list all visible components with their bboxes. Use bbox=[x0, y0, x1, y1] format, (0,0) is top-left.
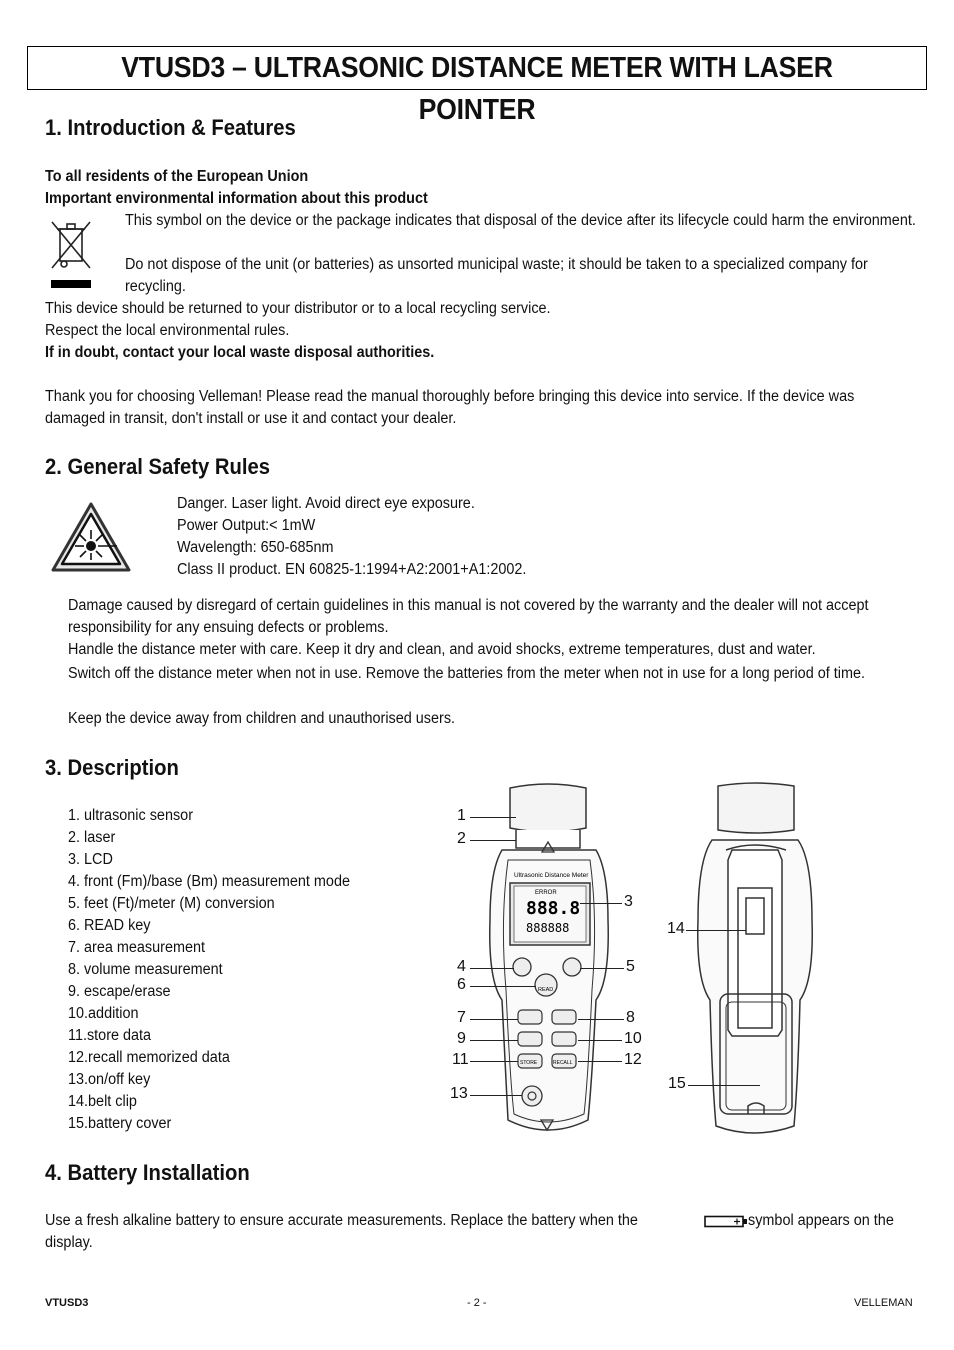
callout-line bbox=[470, 1040, 518, 1041]
battery-icon bbox=[704, 1215, 748, 1228]
callout-4: 4 bbox=[457, 958, 466, 975]
callout-1: 1 bbox=[457, 807, 466, 824]
list-item: 1. ultrasonic sensor bbox=[68, 807, 193, 824]
list-item: 4. front (Fm)/base (Bm) measurement mode bbox=[68, 873, 350, 890]
respect-text: Respect the local environmental rules. bbox=[45, 322, 290, 339]
laser-line-4: Class II product. EN 60825-1:1994+A2:2001+A1:2002. bbox=[177, 561, 527, 578]
callout-line bbox=[470, 986, 536, 987]
callout-line bbox=[470, 1095, 522, 1096]
lcd-digits: 888.8 bbox=[526, 898, 581, 919]
list-item: 14.belt clip bbox=[68, 1093, 137, 1110]
list-item: 9. escape/erase bbox=[68, 983, 171, 1000]
callout-line bbox=[470, 1019, 518, 1020]
callout-10: 10 bbox=[624, 1030, 642, 1047]
callout-line bbox=[470, 968, 514, 969]
eu-line1: To all residents of the European Union bbox=[45, 168, 309, 185]
list-item: 8. volume measurement bbox=[68, 961, 223, 978]
callout-line bbox=[580, 903, 622, 904]
list-item: 10.addition bbox=[68, 1005, 139, 1022]
callout-3: 3 bbox=[624, 893, 633, 910]
battery-text-before: Use a fresh alkaline battery to ensure accurate measurements. Replace the battery when the bbox=[45, 1212, 638, 1229]
recall-key-label: RECALL bbox=[553, 1060, 573, 1066]
read-key-label: READ bbox=[538, 987, 554, 993]
safety-rule-1: Damage caused by disregard of certain guidelines in this manual is not covered by the warranty and the dealer will not accept responsibility for any ensuing defects or problems. bbox=[68, 597, 869, 636]
return-text: This device should be returned to your distributor or to a local recycling service. bbox=[45, 300, 551, 317]
callout-2: 2 bbox=[457, 830, 466, 847]
page-title: VTUSD3 – ULTRASONIC DISTANCE METER WITH LASER POINTER bbox=[121, 52, 833, 126]
doubt-text: If in doubt, contact your local waste disposal authorities. bbox=[45, 344, 435, 361]
lcd-error-label: ERROR bbox=[535, 890, 557, 896]
device-front-illustration bbox=[480, 780, 620, 1140]
list-item: 15.battery cover bbox=[68, 1115, 172, 1132]
callout-9: 9 bbox=[457, 1030, 466, 1047]
callout-7: 7 bbox=[457, 1009, 466, 1026]
list-item: 2. laser bbox=[68, 829, 116, 846]
callout-line bbox=[470, 840, 516, 841]
weee-bin-icon bbox=[47, 218, 95, 290]
battery-text-after: symbol appears on the bbox=[748, 1212, 894, 1229]
callout-5: 5 bbox=[626, 958, 635, 975]
eu-line2: Important environmental information about this product bbox=[45, 190, 428, 207]
callout-line bbox=[688, 1085, 760, 1086]
callout-14: 14 bbox=[667, 920, 685, 937]
callout-13: 13 bbox=[450, 1085, 468, 1102]
list-item: 5. feet (Ft)/meter (M) conversion bbox=[68, 895, 275, 912]
laser-line-1: Danger. Laser light. Avoid direct eye exposure. bbox=[177, 495, 475, 512]
section-battery-heading: 4. Battery Installation bbox=[45, 1160, 250, 1185]
laser-warning-icon bbox=[49, 500, 133, 576]
list-item: 13.on/off key bbox=[68, 1071, 151, 1088]
callout-6: 6 bbox=[457, 976, 466, 993]
device-back-illustration bbox=[690, 780, 820, 1140]
section-intro-heading: 1. Introduction & Features bbox=[45, 115, 296, 140]
laser-line-3: Wavelength: 650-685nm bbox=[177, 539, 334, 556]
list-item: 12.recall memorized data bbox=[68, 1049, 230, 1066]
footer-left: VTUSD3 bbox=[45, 1297, 89, 1309]
battery-text-end: display. bbox=[45, 1234, 93, 1251]
title-box bbox=[27, 46, 927, 126]
footer-right: VELLEMAN bbox=[854, 1297, 913, 1309]
section-description-heading: 3. Description bbox=[45, 755, 179, 780]
callout-line bbox=[580, 968, 624, 969]
callout-15: 15 bbox=[668, 1075, 686, 1092]
callout-line bbox=[470, 817, 516, 818]
callout-12: 12 bbox=[624, 1051, 642, 1068]
callout-line bbox=[470, 1061, 518, 1062]
safety-rule-4: Keep the device away from children and unauthorised users. bbox=[68, 710, 456, 727]
callout-line bbox=[578, 1019, 624, 1020]
footer-page-number: - 2 - bbox=[467, 1297, 487, 1309]
list-item: 7. area measurement bbox=[68, 939, 206, 956]
callout-line bbox=[686, 930, 746, 931]
description-list bbox=[68, 805, 371, 1135]
store-key-label: STORE bbox=[520, 1060, 538, 1066]
callout-8: 8 bbox=[626, 1009, 635, 1026]
callout-line bbox=[578, 1061, 622, 1062]
lcd-digits-small: 888888 bbox=[526, 921, 570, 935]
list-item: 6. READ key bbox=[68, 917, 151, 934]
safety-rule-2: Handle the distance meter with care. Keep it dry and clean, and avoid shocks, extreme temperatures, dust and water. bbox=[68, 641, 816, 658]
section-safety-heading: 2. General Safety Rules bbox=[45, 454, 270, 479]
callout-11: 11 bbox=[452, 1051, 469, 1068]
laser-line-2: Power Output:< 1mW bbox=[177, 517, 316, 534]
symbol-text1: This symbol on the device or the package indicates that disposal of the device after its lifecycle could harm the environment. bbox=[125, 212, 916, 229]
thanks-text: Thank you for choosing Velleman! Please read the manual thoroughly before bringing this device into service. If the device was damaged in transit, don't install or use it and contact your dealer. bbox=[45, 388, 855, 427]
list-item: 3. LCD bbox=[68, 851, 113, 868]
device-label: Ultrasonic Distance Meter bbox=[514, 872, 589, 879]
safety-rule-3: Switch off the distance meter when not in use. Remove the batteries from the meter when not in use for a long period of time. bbox=[68, 665, 865, 682]
callout-line bbox=[578, 1040, 622, 1041]
symbol-text2: Do not dispose of the unit (or batteries) as unsorted municipal waste; it should be taken to a specialized company for recycling. bbox=[125, 256, 868, 295]
list-item: 11.store data bbox=[68, 1027, 152, 1044]
